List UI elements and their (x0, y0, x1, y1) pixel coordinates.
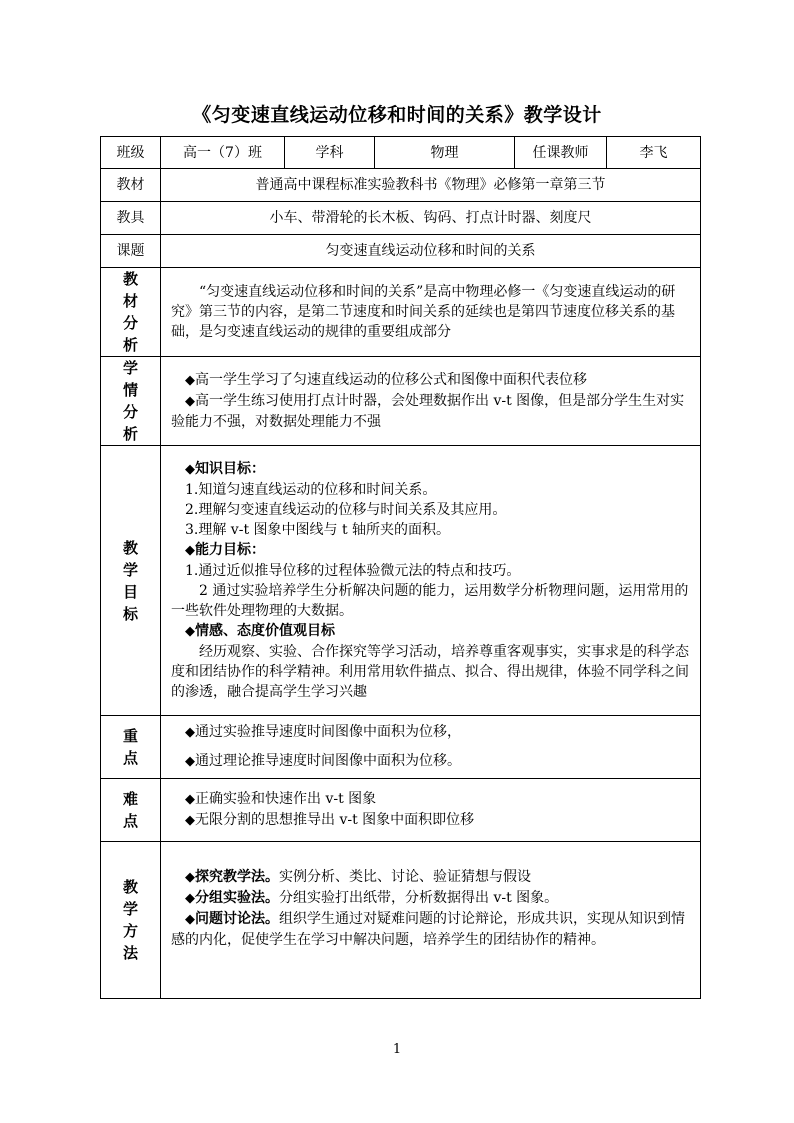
difficulties-content (161, 779, 701, 842)
knowledge-objective-1: 1.知道匀速直线运动的位移和时间关系。 (185, 482, 437, 498)
document-title: 《匀变速直线运动位移和时间的关系》教学设计 (192, 104, 602, 126)
difficulties-row (101, 779, 701, 842)
objectives-row (101, 446, 701, 716)
method-1: ◆探究教学法。实例分析、类比、讨论、验证猜想与假设 (185, 868, 531, 885)
knowledge-objective-2: 2.理解匀变速直线运动的位移与时间关系及其应用。 (185, 502, 507, 518)
ability-objective-2: 2 通过实验培养学生分析解决问题的能力，运用数学分析物理问题，运用常用的一些软件处理物理的大数据。 (171, 583, 689, 619)
method-2: ◆分组实验法。分组实验打出纸带，分析数据得出 v-t 图象。 (185, 889, 559, 906)
learner-line-2: ◆高一学生练习使用打点计时器，会处理数据作出 v-t 图像，但是部分学生生对实验能力不强，对数据处理能力不强 (171, 393, 685, 430)
textbook-analysis-content (161, 268, 701, 357)
lesson-plan-table (100, 136, 701, 999)
textbook-analysis-row (101, 268, 701, 357)
subject-value: 物理 (375, 137, 515, 169)
methods-label: 教 学 方 法 (101, 842, 161, 999)
key-points-row (101, 716, 701, 779)
methods-content (161, 842, 701, 999)
emotion-objective-title: ◆情感、态度价值观目标 (185, 623, 335, 639)
textbook-analysis-text: “匀变速直线运动位移和时间的关系”是高中物理必修一《匀变速直线运动的研究》第三节的内容，是第二节速度和时间关系的延续也是第四节速度位移关系的基础，是匀变速直线运动的规律的重要组成部分 (171, 284, 676, 340)
knowledge-objective-3: 3.理解 v-t 图象中图线与 t 轴所夹的面积。 (185, 522, 451, 538)
tools-label: 教具 (101, 202, 161, 235)
key-points-content (161, 716, 701, 779)
ability-objective-1: 1.通过近似推导位移的过程体验微元法的特点和技巧。 (185, 563, 521, 579)
topic-value: 匀变速直线运动位移和时间的关系 (161, 235, 701, 268)
header-row (101, 137, 701, 169)
page-number: 1 (392, 1042, 402, 1057)
difficulty-2: ◆无限分割的思想推导出 v-t 图象中面积即位移 (185, 812, 475, 828)
knowledge-objective-title: ◆知识目标： (185, 461, 265, 477)
topic-row (101, 235, 701, 268)
emotion-objective-text: 经历观察、实验、合作探究等学习活动，培养尊重客观事实，实事求是的科学态度和团结协作的科学精神。利用常用软件描点、拟合、得出规律，体验不同学科之间的渗透，融合提高学生学习兴趣 (171, 644, 689, 700)
textbook-row (101, 169, 701, 202)
tools-row (101, 202, 701, 235)
learner-analysis-row (101, 357, 701, 446)
key-point-2: ◆通过理论推导速度时间图像中面积为位移。 (185, 753, 461, 769)
method-3: ◆问题讨论法。组织学生通过对疑难问题的讨论辩论，形成共识，实现从知识到情感的内化，促使学生在学习中解决问题，培养学生的团结协作的精神。 (171, 910, 685, 948)
key-points-label: 重 点 (101, 716, 161, 779)
textbook-label: 教材 (101, 169, 161, 202)
key-point-1: ◆通过实验推导速度时间图像中面积为位移， (185, 724, 461, 740)
difficulties-label: 难 点 (101, 779, 161, 842)
teacher-value: 李飞 (607, 137, 701, 169)
learner-line-1: ◆高一学生学习了匀速直线运动的位移公式和图像中面积代表位移 (185, 372, 587, 388)
methods-row (101, 842, 701, 999)
class-label: 班级 (101, 137, 161, 169)
class-value: 高一（7）班 (161, 137, 285, 169)
textbook-analysis-label: 教 材 分 析 (101, 268, 161, 357)
subject-label: 学科 (285, 137, 375, 169)
ability-objective-title: ◆能力目标： (185, 542, 265, 558)
learner-analysis-content (161, 357, 701, 446)
objectives-content (161, 446, 701, 716)
difficulty-1: ◆正确实验和快速作出 v-t 图象 (185, 791, 377, 807)
teacher-label: 任课教师 (515, 137, 607, 169)
objectives-label: 教 学 目 标 (101, 446, 161, 716)
textbook-value: 普通高中课程标准实验教科书《物理》必修第一章第三节 (161, 169, 701, 202)
tools-value: 小车、带滑轮的长木板、钩码、打点计时器、刻度尺 (161, 202, 701, 235)
topic-label: 课题 (101, 235, 161, 268)
learner-analysis-label: 学 情 分 析 (101, 357, 161, 446)
